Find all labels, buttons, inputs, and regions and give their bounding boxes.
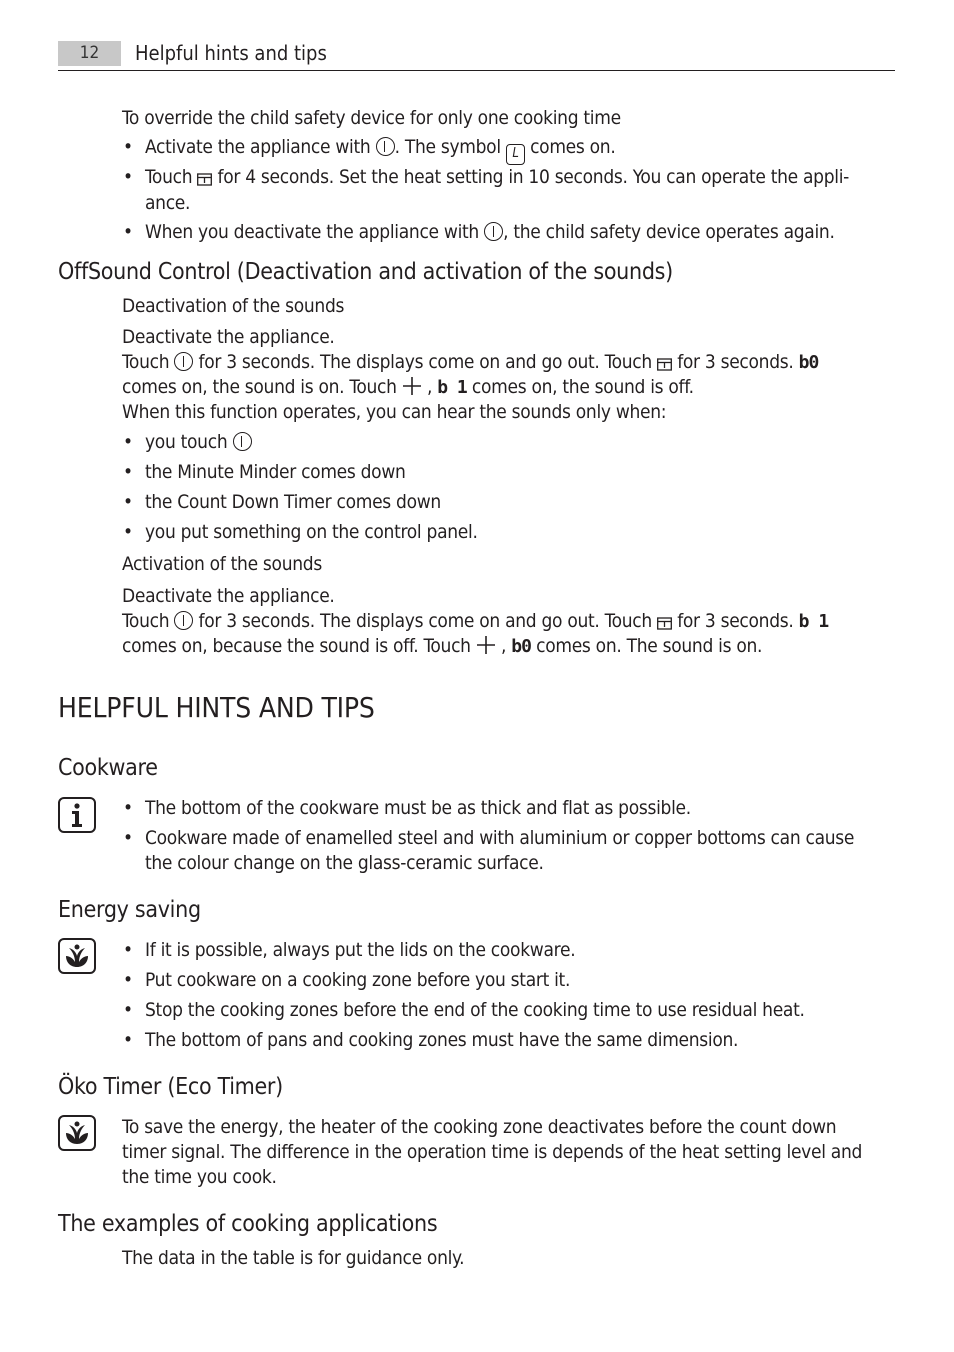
examples-title: The examples of cooking applications [58,1211,438,1237]
text: comes on. The sound is on. [536,635,763,657]
deact-line-1: Deactivate the appliance. [122,326,335,348]
text: you touch [145,431,228,453]
text: The bottom of the cookware must be as thick and flat as possible. [145,797,691,819]
on-off-icon [233,432,252,451]
bullet: • [123,969,133,991]
list-item [123,1028,739,1053]
display-b1: b 1 [437,377,467,398]
activation-subtitle: Activation of the sounds [122,553,322,575]
child-safety-bullet-2-cont: ance. [145,192,191,214]
eco-line-1: To save the energy, the heater of the cooking zone deactivates before the count down [122,1116,837,1138]
bullet: • [123,521,133,543]
child-safety-bullet-3 [123,220,835,245]
cookware-title: Cookware [58,755,158,781]
running-header: Helpful hints and tips [135,41,327,65]
list-item-cont: the colour change on the glass-ceramic surface. [145,852,544,874]
list-item [123,520,478,545]
child-safety-bullet-2 [123,165,850,190]
text: When you deactivate the appliance with [145,221,479,243]
text: . The symbol [394,136,501,158]
list-item [123,998,805,1023]
bullet: • [123,827,133,849]
act-line-1: Deactivate the appliance. [122,585,335,607]
list-item [123,490,441,515]
display-b1: b 1 [798,611,829,632]
text: You can operate the appli- [632,166,850,188]
emphasis-text: Set the heat setting in 10 seconds. [338,166,628,188]
deactivation-subtitle: Deactivation of the sounds [122,295,345,317]
plus-icon [476,635,496,655]
text: Activate the appliance with [145,136,371,158]
lock-symbol-icon: L [506,144,525,165]
bullet: • [123,461,133,483]
list-item [123,826,855,851]
header-rule [58,70,895,71]
text: the Minute Minder comes down [145,461,406,483]
act-line-3 [122,634,762,659]
plus-icon [402,376,422,396]
energy-title: Energy saving [58,897,201,923]
bullet: • [123,491,133,513]
text: Stop the cooking zones before the end of the cooking time to use residual heat. [145,999,805,1021]
child-safety-title: To override the child safety device for only one cooking time [122,107,621,129]
eco-timer-title: Öko Timer (Eco Timer) [58,1074,283,1100]
bullet: • [123,221,133,243]
act-line-2 [122,609,828,634]
text: you put something on the control panel. [145,521,478,543]
environment-icon [58,938,96,974]
deact-line-4: When this function operates, you can hear the sounds only when: [122,401,667,423]
text: for 3 seconds. The displays come on and go out. Touch [198,351,652,373]
text: for 3 seconds. The displays come on and go out. Touch [198,610,652,632]
deact-line-2 [122,350,818,375]
bullet: • [123,136,133,158]
text: comes on. [530,136,616,158]
text: for 4 seconds. [217,166,334,188]
bullet: • [123,431,133,453]
section-title: HELPFUL HINTS AND TIPS [58,691,375,724]
text: comes on, because the sound is off. Touch [122,635,471,657]
list-item [123,460,406,485]
display-b0: b0 [511,636,531,657]
text: comes on, the sound is off. [471,376,694,398]
bullet: • [123,939,133,961]
text: , [501,635,507,657]
list-item [123,430,252,455]
text: for 3 seconds. [677,610,794,632]
bullet: • [123,166,133,188]
list-item [123,796,691,821]
text: Touch [145,166,193,188]
on-off-icon [174,611,193,630]
info-icon [58,797,96,833]
eco-line-2: timer signal. The difference in the operation time is depends of the heat setting level and [122,1141,863,1163]
text: comes on, the sound is on. Touch [122,376,397,398]
display-b0: b0 [798,352,819,373]
text: Cookware made of enamelled steel and with aluminium or copper bottoms can cause [145,827,855,849]
on-off-icon [484,222,503,241]
bullet: • [123,1029,133,1051]
list-item [123,968,571,993]
environment-icon [58,1115,96,1151]
text: Put cookware on a cooking zone before you start it. [145,969,571,991]
text: If it is possible, always put the lids on the cookware. [145,939,576,961]
bullet: • [123,999,133,1021]
text: Touch [122,351,170,373]
bullet: • [123,797,133,819]
text: for 3 seconds. [677,351,794,373]
examples-text: The data in the table is for guidance only. [122,1247,465,1269]
text: , [426,376,433,398]
key-lock-icon [657,615,672,630]
text: Touch [122,610,170,632]
text: , the child safety device operates again. [503,221,835,243]
on-off-icon [174,352,193,371]
list-item [123,938,576,963]
text: The bottom of pans and cooking zones must have the same dimension. [145,1029,739,1051]
key-lock-icon [657,356,672,371]
on-off-icon [376,137,395,156]
child-safety-bullet-1 [123,135,616,165]
page-number: 12 [58,41,121,66]
eco-line-3: the time you cook. [122,1166,277,1188]
text: the Count Down Timer comes down [145,491,441,513]
deact-line-3 [122,375,694,400]
offsound-title: OffSound Control (Deactivation and activation of the sounds) [58,259,673,285]
key-lock-icon [197,171,212,186]
